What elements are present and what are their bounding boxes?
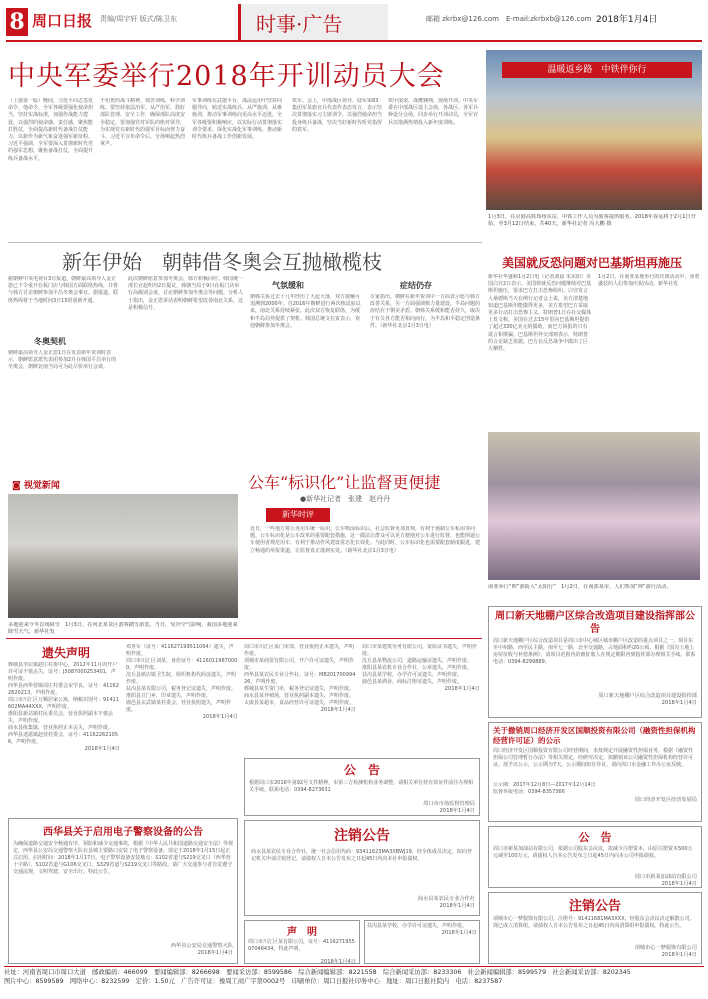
article4-text: 近日，一些地方将公务用车统一标识。公车喷涂标识后，社会监督更加直观，有利于遏制公车私用等问题。公车标识化是公车改革的重要配套措施，这一做法让群众可以更方便地对公车进行监督，也能倒逼公车使用者规范用车，有利于推动作风建设常态化长效化。与此同时，公车标识化也需要配套制度跟进，建立畅通的举报渠道，让监督真正落到实处。（新华社北京1月3日电） xyxy=(250,526,481,554)
lost-item: 周口市川汇区某门市部，营业执照正本遗失，声明作废。 xyxy=(244,644,355,657)
footer-rule xyxy=(4,966,704,967)
lost-item: 郸城县某生资门市，税务登记证遗失，声明作废。 xyxy=(244,686,355,692)
article1-col1: （上接第一版）晚间，习近平同志签发命令。他命令，全军各级要强化使命担当，坚持实战标准，加强作战能力建设，以强烈的使命感、责任感，聚焦能打胜仗，全面提高新时代备战打仗能力，以新作为新气象奋进强军新征程。习近平强调，全军要深入贯彻新时代党的强军思想，聚焦备战打仗，全面提升练兵备战水平。 xyxy=(8,98,94,162)
misc-text: 扶沟县某学校，办学许可证遗失，声明作废。 xyxy=(367,923,468,929)
photo-news-text: 视觉新闻 xyxy=(23,481,60,491)
zhuxiao2-text: 项城市心一梦服饰有限公司，注册号：91411681MA3XXX，经股东会决议决定解散公司，现已成立清算组，请债权人自本公告发布之日起45日内向清算组申报债权。特此公告。 xyxy=(493,916,695,929)
shengming-title: 声 明 xyxy=(287,927,317,938)
finance-sign: 周口经济开发区经济发展局 xyxy=(634,797,697,803)
lost-item: 周口市川汇区万顺居家公寓，纳税识别号：91411602MA44XXX，声明作废。 xyxy=(8,697,119,710)
police-sign: 西华县公安局交通警察大队 xyxy=(170,943,233,949)
headline-usa-pakistan: 美国就反恐问题对巴基斯坦再施压 xyxy=(502,256,683,270)
lost-item: 扶沟县某有限公司，税务登记证遗失，声明作废。 xyxy=(126,686,237,692)
header-rule xyxy=(6,40,702,42)
zhoukou-title: 周口新天地棚户区综合改造项目建设指挥部公告 xyxy=(495,611,695,635)
finance-text: 周口经济开发区国顺投资有限公司经营期间，未按规定开展融资性担保业务，根据《融资性担保公司管理暂行办法》等相关规定，经研究决定，拟撤销该公司融资性担保机构经营许可证。现予以公示，公示期为7天。公示期间如有异议，请向周口市金融工作办公室反映。 xyxy=(493,748,694,768)
zhuxiao-text: 商水县某农民专业合作社，统一社会信用代码：93411623MA3XBWJ19，经全体成员决定，拟向登记机关申请注销登记，请债权人自本公告发布之日起45日内向本社申报债权。 xyxy=(251,849,472,862)
zhoukou-text: 周口新天地棚户区综合改造项目是周口市中心城区城市棚户区改造的重点项目之一。项目东至中州路，西至民主路，南至七一路，北至交通路，占地面积约20公顷。根据《国有土地上房屋征收与补偿条例》，请项目范围内的被征收人在规定期限内到指挥部办理相关手续。联系电话：0394-8299889。 xyxy=(493,638,696,665)
lost-item: 项城市某商贸有限公司，开户许可证遗失，声明作废。 xyxy=(244,658,355,671)
footer-line1: 社址：河南省周口市周口大道 邮政编码：466099 要闻编辑部：8266698 要闻采访部：8599586 综合新闻编辑部：8221558 综合新闻采访部：8233306 社会新闻编辑部：8599579 社会新闻采访部：8202345 xyxy=(4,969,631,976)
lost-date: 2018年1月4日 xyxy=(444,686,480,692)
shengming-text: 周口市川汇区某有限公司，证号：411627195507046434，特此声明。 xyxy=(248,939,355,952)
zhuxiao-sign: 商水县某农民专业合作社 xyxy=(417,896,475,902)
lost-item: 鹿邑县某酒业，商标注册证遗失，声明作废。 xyxy=(362,679,463,685)
lost-col2 xyxy=(126,644,238,812)
article1-col4: 铁军。会上，中部战区领导、陆军第83集团军某旅官兵代表作表态发言，表示坚决贯彻落实习主席训令，以强烈使命担当投身练兵备战，坚决当好新时代听党指挥的铁军。 xyxy=(292,98,382,133)
lost-col4 xyxy=(362,644,480,754)
subhead-atmosphere: 气氛缓和 xyxy=(272,281,304,290)
notice-box-misc xyxy=(364,920,480,964)
shengming-date: 2018年1月4日 xyxy=(320,959,356,965)
photo-mid-caption: 南亚举行“帅”游街入“太阳行” 1月2日，在南部某市，人们参加“帅”游行活动。 xyxy=(488,584,672,590)
article3-col2: 1月2日，在南亚某地举行的庆典活动中，身着盛装的人们参加庆祝活动。新华社发 xyxy=(598,274,700,288)
footer-line2: 图片中心：8599589 网络中心：8232599 定价：1.50元 广告许可证：豫周工商广字第0002号 印刷单位：周口日报社印务中心 地址：周口日报社院内 电话：8237587 xyxy=(4,978,503,985)
gonggao2-sign: 周口市新某加油站有限公司 xyxy=(634,874,697,880)
lost-item: 西华县西华营镇周庄村委会宋学良，证号：411622620213，声明作废。 xyxy=(8,683,119,696)
lost-item: 淮阳县新站镇村民委员会，营业执照副本不慎丢失，声明作废。 xyxy=(8,711,114,724)
police-date: 2018年1月4日 xyxy=(197,950,233,956)
article2-col4: 专家指出，朝鲜在新年贺词中一方面表示愿与韩方改善关系，另一方面强调核力量建设。半岛问题的症结在于朝美矛盾，朝韩关系缓和能否持久，取决于有关各方能否相向而行，为半岛和平稳定创造条件。（新华社北京1月3日电） xyxy=(370,294,481,329)
lost-item: 周口市川汇区刘某，身份证号：41160119870000，声明作废。 xyxy=(126,658,238,671)
zhoukou-date: 2018年1月4日 xyxy=(661,700,697,706)
finance-period: 公示期：2017年12月8日—2017年12月14日 xyxy=(493,782,596,788)
lost-col1 xyxy=(8,662,120,812)
page-number: 8 xyxy=(6,8,28,36)
gonggao2-title: 公 告 xyxy=(578,831,612,844)
headline-training: 中央军委举行2018年开训动员大会 xyxy=(8,61,445,92)
subhead-crux: 症结仍存 xyxy=(400,281,432,290)
lost-item: 鹿邑县玄武镇某村委会，营业执照遗失，声明作废。 xyxy=(126,700,232,713)
contact-info: 邮箱 zkrbx@126.com E-mail:zkrbxb@126.com xyxy=(426,15,592,23)
gonggao2-date: 2018年1月4日 xyxy=(661,881,697,887)
gonggao2-text: 周口市新某加油站有限公司，依据公司股东会决议，拟减少注册资本，由原注册资本500万元减至100万元，请债权人自本公告发布之日起45日内向本公司申报债权。 xyxy=(493,846,693,859)
lost-item: 商水县练集镇，营业执照正本丢失，声明作废。 xyxy=(8,725,114,731)
lost-date: 2018年1月4日 xyxy=(320,707,356,713)
zhuxiao2-sign: 项城市心一梦服饰有限公司 xyxy=(634,945,697,951)
photo-top-caption: 1月3日，在京港高铁郑州东站，中铁工作人员为旅客提供服务。2018年春运将于2月1日开始，至3月12日结束，共40天。新华社记者 冯大鹏 摄 xyxy=(488,214,696,227)
article1-col2: 不怕死的战斗精神，刻苦训练，科学训练。要坚持依法治军、从严治军，抓好部队管理、安全工作，确保部队高度安全稳定。要加强党对军队的绝对领导，为实现党在新时代的强军目标而努力奋斗。习近平宣布命令后，全场响起热烈掌声。 xyxy=(100,98,186,148)
notice-box-finance xyxy=(488,722,702,822)
photo-snow xyxy=(8,494,238,618)
notice-box-gonggao2 xyxy=(488,826,702,888)
article3-col1: 新华社华盛顿1月2日电（记者刘晨 朱东阳）美国白宫2日表示，美国将就反恐问题继续对巴基斯坦施压，要求巴方打击恐怖组织。白宫发言人桑德斯当天在例行记者会上说，美方清楚地知道巴基斯坦能做得更多，美方希望巴方采取更多行动打击恐怖主义。特朗普1日在社交媒体上发文称，美国在过去15年里向巴基斯坦提供了超过330亿美元的援助，而巴方回报的只有谎言和欺骗。巴基斯坦外交部则表示，特朗普的言论缺乏依据，巴方在反恐战争中做出了巨大牺牲。 xyxy=(488,274,592,353)
lost-item: 商水县某养殖场，营业执照副本遗失，声明作废。 xyxy=(244,693,355,699)
article2-col1b: 朝鲜最高领导人金正恩1日在发表新年贺词时表示，朝鲜愿意派代表团参加2月在韩国平昌举行的冬奥会，朝鲜北南当局可为此尽快举行会谈。 xyxy=(8,350,117,371)
lost-item: 扶沟县某学校，办学许可证遗失，声明作废。 xyxy=(362,672,463,678)
gonggao-title: 公 告 xyxy=(343,763,380,777)
gonggao-text: 根据周口市2016年第92号文件精神，市第三方检测机构业务调整，请相关单位持有效证件前往办理相关手续。联系电话：0394-8273631 xyxy=(249,780,474,793)
zhuxiao2-date: 2018年1月4日 xyxy=(661,952,697,958)
article1-col5: 铁甲滚滚、战鹰翱翔，现场开训。中央军委在中部战区设主会场，各战区、各军兵种设分会场，同步举行开训动员，全军官兵以饱满热情投入新年度训练。 xyxy=(388,98,479,126)
lost-title: 遗失声明 xyxy=(42,646,91,660)
gonggao-sign: 周口市市场监督管理局 xyxy=(423,801,475,807)
subhead-olympics: 冬奥契机 xyxy=(34,337,66,346)
article2-col1: 据朝鲜中央电视台3日报道，朝鲜最高领导人金正恩已下令重开在板门店与韩国方面联络热线，并将与韩方讨论朝鲜参加平昌冬奥会事宜。据报道，联络热线将于当地时间3日15时重新开通。 xyxy=(8,276,119,304)
finance-phone: 监督举报电话：0394-8357366 xyxy=(493,789,565,795)
notice-box-shengming xyxy=(244,920,360,964)
editors: 责编/周宇轩 版式/陈卫东 xyxy=(100,15,177,23)
notice-box-zhoukou xyxy=(488,606,702,718)
article2-col3: 朝韩关系过去十几年经历了大起大落，双方接触可追溯到2000年。自2016年朝鲜进行两次核试验以来，南北关系持续紧张。此次双方恢复联络，为缓和半岛局势提供了契机。韩国总统文在寅表示，欢迎朝鲜参加冬奥会。 xyxy=(250,294,361,329)
section-title: 时事·广告 xyxy=(256,12,343,36)
lost-item: 沈丘县某物流公司，道路运输证遗失，声明作废。 xyxy=(362,658,473,664)
photo-news-label xyxy=(12,478,112,492)
paper-name: 周口日报 xyxy=(32,12,93,30)
article1-col3: 军事训练在武器平台、战法运用中坚持问题导向，贴近实战练兵、从严施训、从难施训，推动军事训练向更高水平迈进。全军各级要积极响应，以实际行动贯彻落实训令要求，深化实战化军事训练，推动新时代练兵备战工作创新发展。 xyxy=(192,98,283,141)
photo-parade xyxy=(488,432,700,580)
lost-item: 淮阳县某农机专业合作社，公章遗失，声明作废。 xyxy=(362,665,473,671)
notice-box-police xyxy=(8,818,238,964)
notice-box-gonggao xyxy=(244,758,480,816)
lost-item: 沈丘县纸店镇卫生院，组织机构代码证遗失，声明作废。 xyxy=(126,672,237,685)
divider xyxy=(8,242,482,243)
finance-title: 关于撤销周口经济开发区国顺投资有限公司（融资性担保机构经营许可证）的公示 xyxy=(493,726,696,745)
zhuxiao2-title: 注销公告 xyxy=(568,899,621,914)
police-title: 西华县关于启用电子警察设备的公告 xyxy=(43,827,203,838)
police-text: 为确保道路交通安全畅通有序，预防和减少交通事故，根据《中华人民共和国道路交通安全法》等规定，西华县公安局交通警察大队在县城主要路口安装了电子警察设备，现定于2018年1月15日起正式启用。启用时间：2018年1月17日。电子警察设备安装地点：S102省道与S219交叉口（西华营十字路）、S102省道与G106交叉口、S329省道与S219交叉口等路段。请广大交通参与者自觉遵守交通法规，文明驾驶，安全出行。特此公告。 xyxy=(13,841,234,875)
article2-col2: 此次朝鲜愿意参加冬奥会，韩方积极回应。韩国统一部长官赵明均2日提议，韩朝当局于9日在板门店举行高级别会谈，讨论朝鲜参加冬奥会等问题。分析人士指出，金正恩讲话表明朝鲜希望改善南北关系，这是积极信号。 xyxy=(128,276,244,311)
photo-news-caption: 多地迎来今冬首场降雪 1月3日，在河北某景区游客踏雪游览。当日，受冷空气影响，我国多地迎来降雪天气。新华社发 xyxy=(8,622,238,635)
notice-box-zhuxiao xyxy=(244,820,480,916)
lost-date: 2018年1月4日 xyxy=(84,746,120,752)
footer xyxy=(4,968,704,986)
lost-date: 2018年1月4日 xyxy=(202,714,238,720)
lost-item: 周口市某建筑劳务有限公司，资质证书遗失，声明作废。 xyxy=(362,644,478,657)
misc-date: 2018年1月4日 xyxy=(441,930,477,936)
lost-item: 西华县逍遥镇赵营村委会，证号：411622621056，声明作废。 xyxy=(8,732,118,745)
lost-item: 太康县某超市，食品经营许可证遗失，声明作废。 xyxy=(244,700,355,706)
camera-icon: ◙ xyxy=(12,481,24,491)
issue-date: 2018年1月4日 xyxy=(596,15,658,25)
lost-item: 淮阳县豆门乡，印章遗失，声明作废。 xyxy=(126,693,212,699)
lost-col3 xyxy=(244,644,356,754)
headline-korea: 新年伊始 朝韩借冬奥会互抛橄榄枝 xyxy=(62,250,382,274)
lost-item: 郸城县李店镇赵庄村委中心，2012年11月的开户许可证不慎丢失，证号：J5087000253401，声明作废。 xyxy=(8,662,118,682)
zhoukou-sign: 周口新天地棚户区综合改造项目建设指挥部 xyxy=(598,693,697,699)
commentary-label: 新华时评 xyxy=(266,508,330,522)
zhuxiao-date: 2018年1月4日 xyxy=(439,903,475,909)
zhuxiao-title: 注销公告 xyxy=(334,828,390,844)
notice-box-zhuxiao2 xyxy=(488,892,702,964)
divider xyxy=(6,638,482,639)
photo-banner: 温暖返乡路 中铁伴你行 xyxy=(502,62,692,78)
lost-item: 邓亚军（证号：411627199511064）遗失，声明作废。 xyxy=(126,644,234,657)
headline-official-cars: 公车“标识化”让监督更便捷 xyxy=(248,473,441,492)
article4-byline: ●新华社记者 张建 赵丹丹 xyxy=(300,495,391,503)
gonggao-date: 2018年1月4日 xyxy=(439,808,475,814)
lost-item: 西华县某农民专业合作社，证号：MB20170099426，声明作废。 xyxy=(244,672,356,685)
